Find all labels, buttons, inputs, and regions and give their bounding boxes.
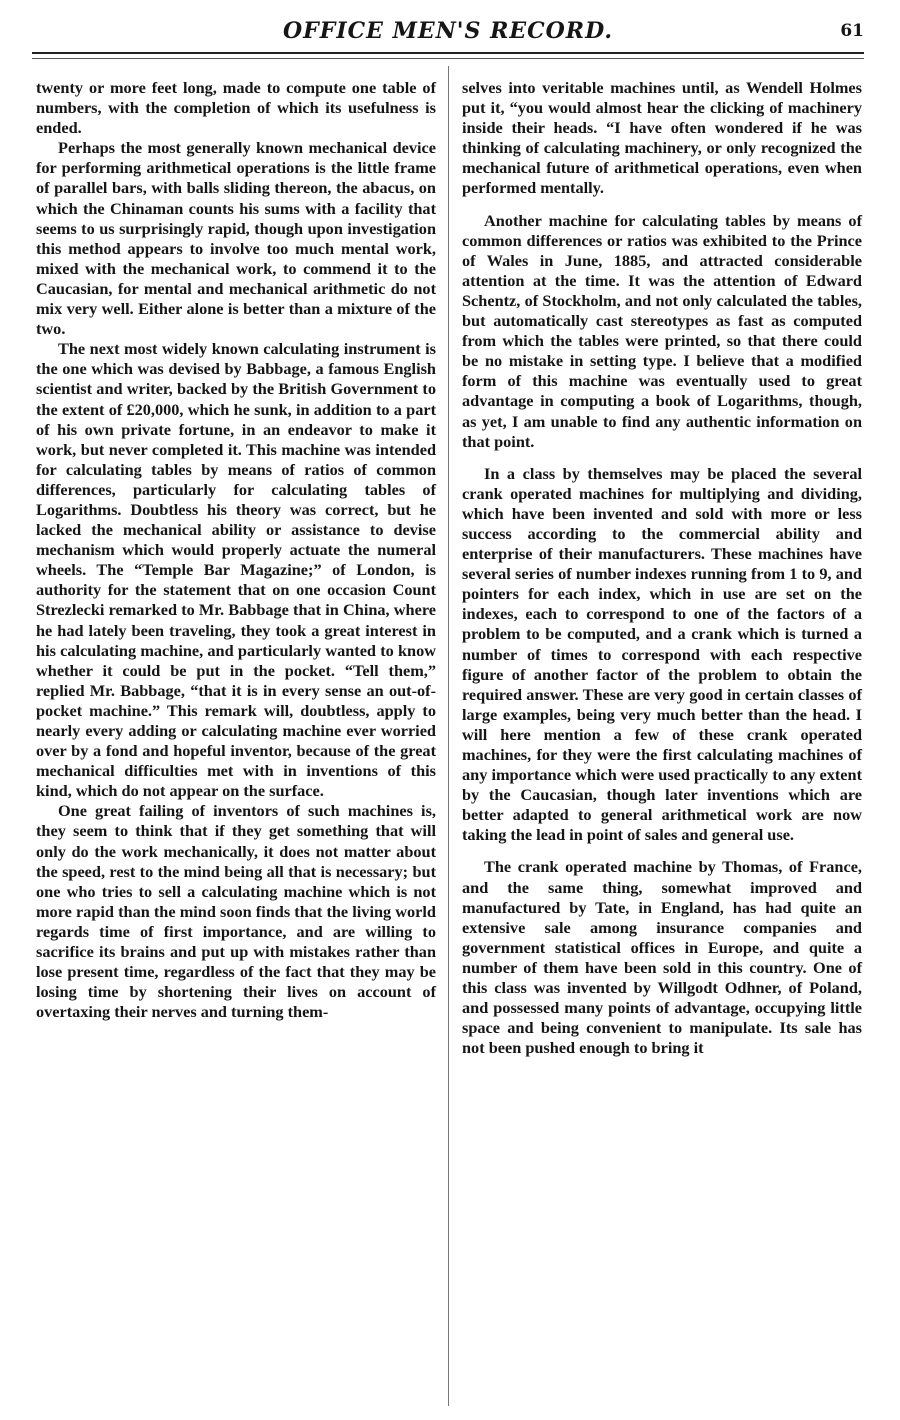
left-paragraph-2: Perhaps the most generally known mechanical device for performing arithmetical operations is the little frame of parallel bars, with balls sliding thereon, the abacus, on which the Chinaman counts his sums with a facility that seems to us surprisingly rapid, though upon investigation this method appears to involve too much mental work, mixed with the mechanical work, to commend it to the Caucasian, for mental and mechanical arithmetic do not mix very well. Either alone is better than a mixture of the two. xyxy=(36,138,436,339)
left-paragraph-3: The next most widely known calculating instrument is the one which was devised by Babbage, a famous English scientist and writer, backed by the British Government to the extent of £20,000, which he sunk, in addition to a part of his own private fortune, in an endeavor to make it work, but never completed it. This machine was intended for calculating tables by means of ratios of common differences, particularly for calculating tables of Logarithms. Doubtless his theory was correct, but he lacked the mechanical ability or assistance to devise mechanism which would properly actuate the numeral wheels. The “Temple Bar Magazine;” of London, is authority for the statement that on one occasion Count Strezlecki remarked to Mr. Babbage that in China, where he had lately been traveling, they took a great interest in his calculating machine, and particularly wanted to know whether it could be put in the pocket. “Tell them,” replied Mr. Babbage, “that it is in every sense an out-of-pocket machine.” This remark will, doubtless, apply to nearly every adding or calculating machine ever worried over by a fond and hopeful inventor, because of the great mechanical difficulties met with in inventions of this kind, which do not appear on the surface. xyxy=(36,339,436,801)
left-column xyxy=(36,78,436,1022)
running-title: OFFICE MEN'S RECORD. xyxy=(282,18,614,44)
header-rule xyxy=(32,52,864,54)
right-column xyxy=(462,78,862,1058)
left-paragraph-1: twenty or more feet long, made to compute one table of numbers, with the completion of which its usefulness is ended. xyxy=(36,78,436,138)
left-paragraph-4: One great failing of inventors of such machines is, they seem to think that if they get something that will only do the work mechanically, it does not matter about the speed, rest to the mind being all that is necessary; but one who tries to sell a calculating machine which is not more rapid than the mind soon finds that the living world regards time of first importance, and are willing to sacrifice its brains and put up with mistakes rather than lose present time, regardless of the fact that they may be losing time by shortening their lives on account of overtaxing their nerves and turning them- xyxy=(36,801,436,1022)
page-header xyxy=(32,14,864,48)
right-paragraph-1: selves into veritable machines until, as Wendell Holmes put it, “you would almost hear the clicking of machinery inside their heads. “I have often wondered if he was thinking of calculating machinery, or only recognized the mechanical future of arithmetical operations, even when performed mentally. xyxy=(462,78,862,198)
page-number: 61 xyxy=(840,21,864,41)
header-rule-thin xyxy=(32,58,864,59)
right-paragraph-3: In a class by themselves may be placed the several crank operated machines for multiplying and dividing, which have been invented and sold with more or less success according to the commercial ability and enterprise of their manufacturers. These machines have several series of number indexes running from 1 to 9, and pointers for each index, which in use are set on the indexes, each to correspond to one of the factors of a problem to be computed, and a crank which is turned a number of times to correspond with each respective figure of another factor of the problem to obtain the required answer. These are very good in certain classes of large examples, being very much better than the head. I will here mention a few of these crank operated machines, for they were the first calculating machines of any importance which were used practically to any extent by the Caucasian, though later inventions which are better adapted to general arithmetical work are now taking the lead in point of sales and general use. xyxy=(462,463,862,845)
column-divider xyxy=(448,66,449,1406)
right-paragraph-2: Another machine for calculating tables by means of common differences or ratios was exhibited to the Prince of Wales in June, 1885, and attracted considerable attention at the time. It was the attention of Edward Schentz, of Stockholm, and not only calculated the tables, but automatically cast stereotypes as fast as computed from which the tables were printed, so that there could be no mistake in setting type. I believe that a modified form of this machine was eventually used to great advantage in computing a book of Logarithms, though, as yet, I am unable to find any authentic information on that point. xyxy=(462,210,862,451)
right-paragraph-4: The crank operated machine by Thomas, of France, and the same thing, somewhat improved and manufactured by Tate, in England, has had quite an extensive sale among insurance companies and government statistical offices in Europe, and quite a number of them have been sold in this country. One of this class was invented by Willgodt Odhner, of Poland, and possessed many points of advantage, occupying little space and being convenient to manipulate. Its sale has not been pushed enough to bring it xyxy=(462,857,862,1058)
